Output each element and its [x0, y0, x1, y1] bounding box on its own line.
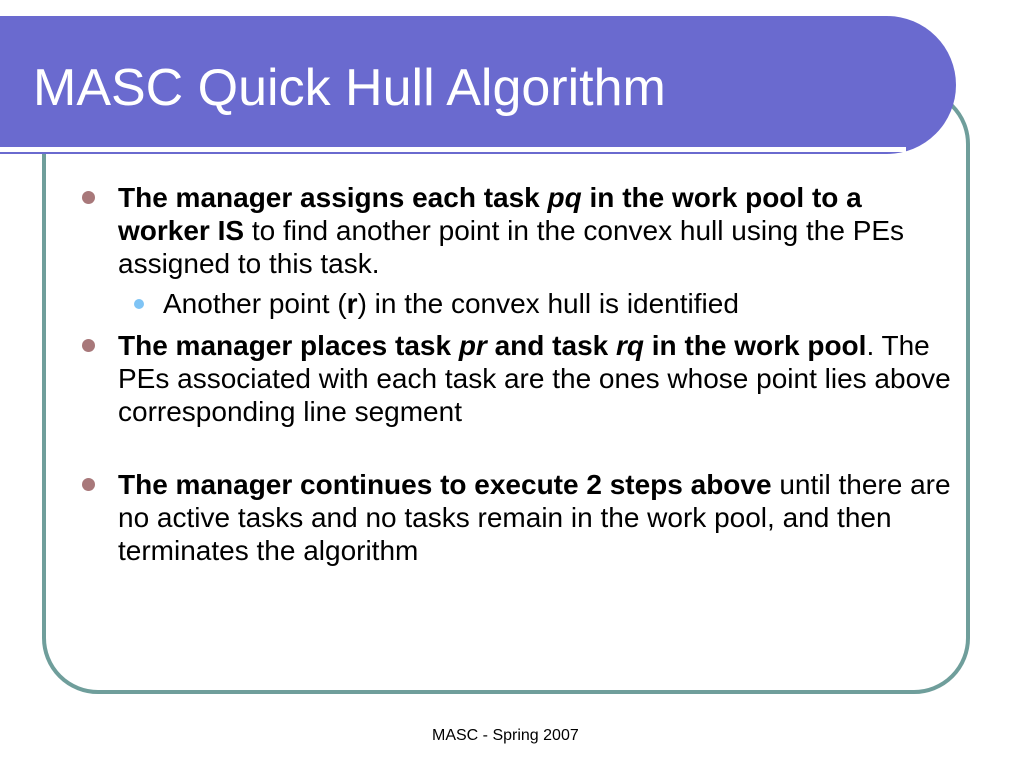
- bullet-text: in the work pool to a worker IS: [118, 182, 862, 246]
- slide-footer: MASC - Spring 2007: [432, 727, 579, 744]
- sub-bullet-text: ) in the convex hull is identified: [357, 288, 739, 319]
- bullet-text: and task: [486, 330, 616, 361]
- sub-bullet-text: Another point (: [163, 288, 347, 319]
- bullet-text: The manager places task: [118, 330, 459, 361]
- slide-title: MASC Quick Hull Algorithm: [33, 59, 666, 117]
- bullet-text: The manager continues to execute 2 steps above: [118, 469, 772, 500]
- task-name: pr: [458, 330, 487, 361]
- bullet-text: to find another point in the convex hull using the PEs assigned to this task.: [118, 215, 905, 279]
- bullet-text: in the work pool: [644, 330, 867, 361]
- bullet-dot-icon: [82, 339, 95, 352]
- task-name: rq: [616, 330, 644, 361]
- bullet-item-3: [118, 468, 953, 567]
- bullet-item-1: [118, 181, 953, 280]
- task-name: pq: [547, 182, 582, 213]
- point-name: r: [346, 288, 358, 319]
- sub-bullet-item: [163, 287, 943, 320]
- bullet-item-2: [118, 329, 953, 428]
- bullet-text: . The PEs associated with each task are the ones whose point lies above corresponding line segment: [118, 330, 951, 427]
- bullet-text: until there are no active tasks and no tasks remain in the work pool, and then terminates the algorithm: [118, 469, 951, 566]
- bullet-dot-icon: [82, 191, 95, 204]
- bullet-dot-icon: [82, 478, 95, 491]
- sub-bullet-dot-icon: [134, 299, 144, 309]
- bullet-text: The manager assigns each task: [118, 182, 548, 213]
